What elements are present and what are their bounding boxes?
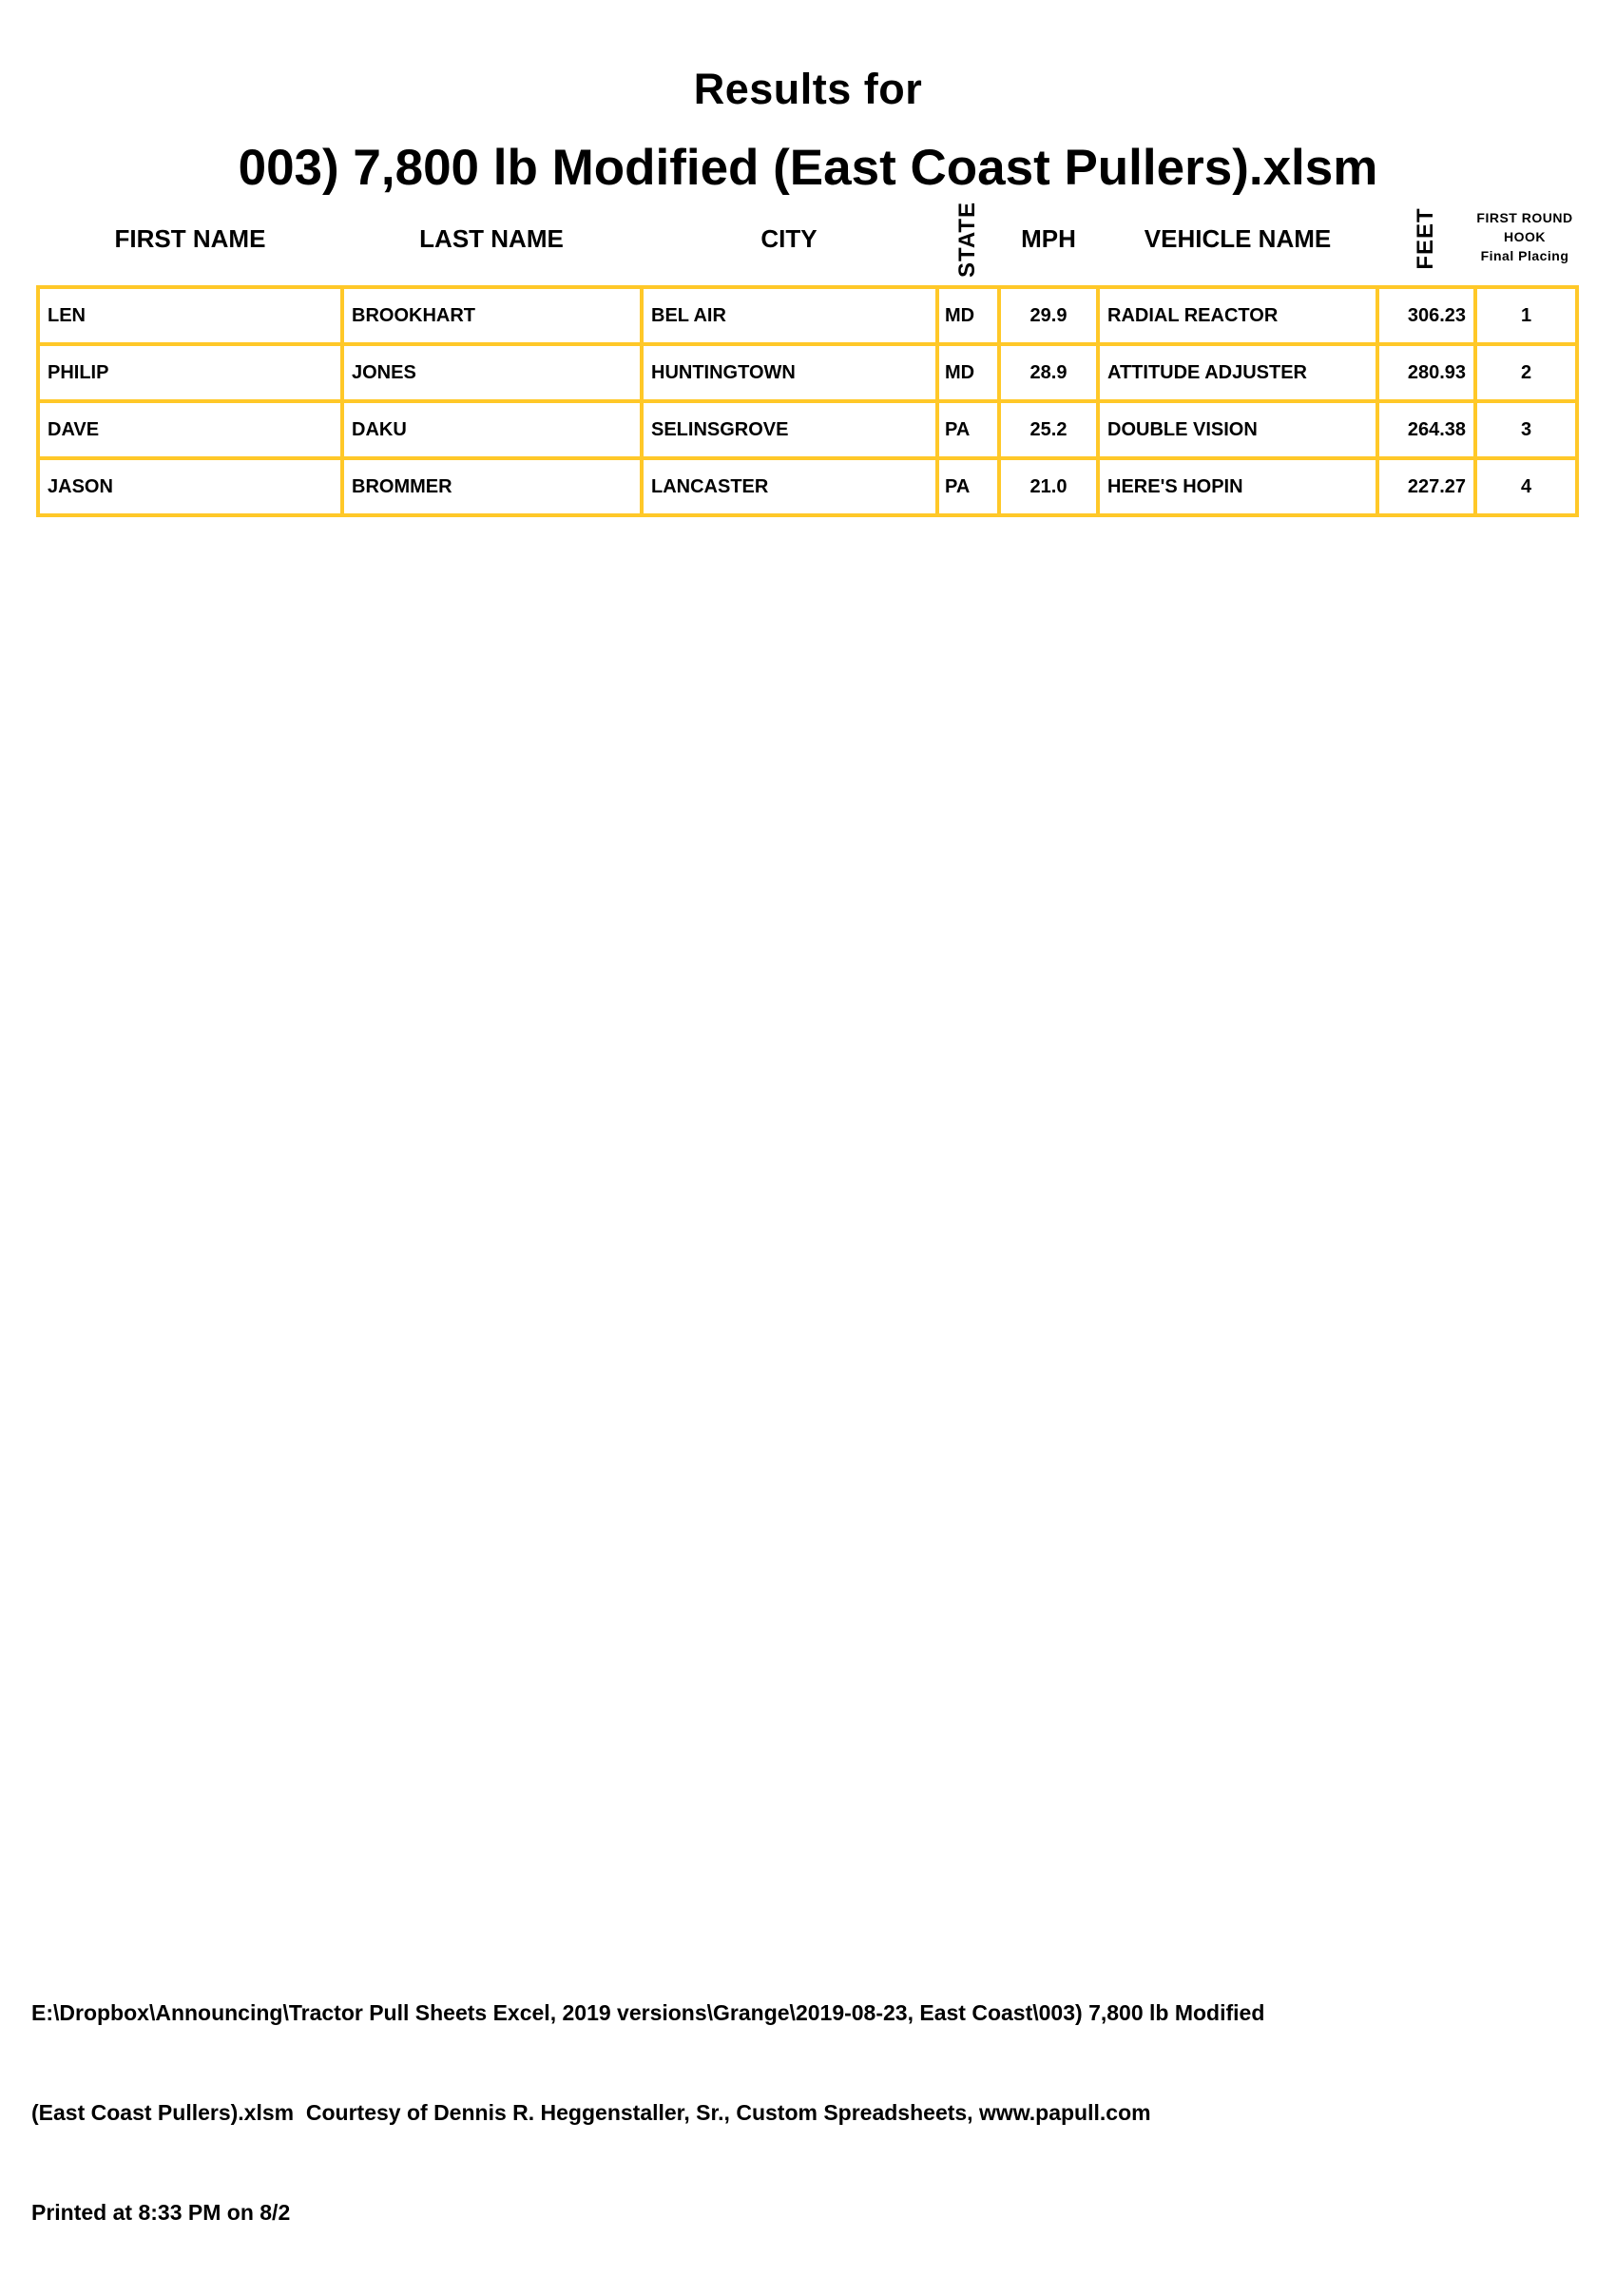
- header-mph: MPH: [1021, 224, 1076, 253]
- header-last-name: LAST NAME: [419, 224, 564, 253]
- cell-mph: 25.2: [999, 401, 1098, 458]
- footer: [31, 1930, 1264, 2296]
- cell-vehicle-name: ATTITUDE ADJUSTER: [1098, 344, 1377, 401]
- table-row: [38, 458, 1577, 515]
- cell-placing: 1: [1475, 287, 1577, 344]
- footer-file-path-line1: E:\Dropbox\Announcing\Tractor Pull Sheets Excel, 2019 versions\Grange\2019-08-23, East Coast\003) 7,800 lb Modified: [31, 2000, 1265, 2025]
- header-first-name: FIRST NAME: [114, 224, 266, 253]
- cell-last-name: BROMMER: [342, 458, 642, 515]
- header-city: CITY: [760, 224, 818, 253]
- cell-feet: 280.93: [1377, 344, 1475, 401]
- footer-file-path-line2: (East Coast Pullers).xlsm Courtesy of Dennis R. Heggenstaller, Sr., Custom Spreadsheets, www.papull.com: [31, 2100, 1151, 2125]
- cell-city: HUNTINGTOWN: [642, 344, 937, 401]
- cell-state: MD: [937, 287, 999, 344]
- cell-last-name: JONES: [342, 344, 642, 401]
- cell-first-name: JASON: [38, 458, 342, 515]
- cell-placing: 3: [1475, 401, 1577, 458]
- cell-feet: 264.38: [1377, 401, 1475, 458]
- header-feet-rotated: FEET: [1413, 207, 1438, 270]
- header-hook-line3: Final Placing: [1480, 248, 1569, 263]
- cell-state: MD: [937, 344, 999, 401]
- header-hook-line1: FIRST ROUND: [1476, 210, 1573, 225]
- cell-city: BEL AIR: [642, 287, 937, 344]
- cell-mph: 28.9: [999, 344, 1098, 401]
- cell-mph: 21.0: [999, 458, 1098, 515]
- cell-first-name: LEN: [38, 287, 342, 344]
- results-table: [36, 285, 1579, 517]
- footer-printed-timestamp: Printed at 8:33 PM on 8/2: [31, 2200, 291, 2225]
- cell-last-name: BROOKHART: [342, 287, 642, 344]
- cell-first-name: PHILIP: [38, 344, 342, 401]
- cell-state: PA: [937, 458, 999, 515]
- cell-feet: 306.23: [1377, 287, 1475, 344]
- cell-state: PA: [937, 401, 999, 458]
- cell-vehicle-name: DOUBLE VISION: [1098, 401, 1377, 458]
- cell-placing: 2: [1475, 344, 1577, 401]
- cell-first-name: DAVE: [38, 401, 342, 458]
- cell-city: SELINSGROVE: [642, 401, 937, 458]
- header-first-round-hook: [1475, 208, 1574, 265]
- header-vehicle-name: VEHICLE NAME: [1144, 224, 1332, 253]
- cell-last-name: DAKU: [342, 401, 642, 458]
- header-state-rotated: STATE: [954, 201, 980, 279]
- cell-mph: 29.9: [999, 287, 1098, 344]
- page-title-line1: Results for: [693, 65, 923, 113]
- table-row: [38, 287, 1577, 344]
- cell-feet: 227.27: [1377, 458, 1475, 515]
- table-row: [38, 344, 1577, 401]
- header-hook-line2: HOOK: [1504, 229, 1546, 244]
- cell-vehicle-name: RADIAL REACTOR: [1098, 287, 1377, 344]
- page-title-line2: 003) 7,800 lb Modified (East Coast Pullers).xlsm: [238, 140, 1378, 196]
- cell-city: LANCASTER: [642, 458, 937, 515]
- cell-placing: 4: [1475, 458, 1577, 515]
- cell-vehicle-name: HERE'S HOPIN: [1098, 458, 1377, 515]
- table-row: [38, 401, 1577, 458]
